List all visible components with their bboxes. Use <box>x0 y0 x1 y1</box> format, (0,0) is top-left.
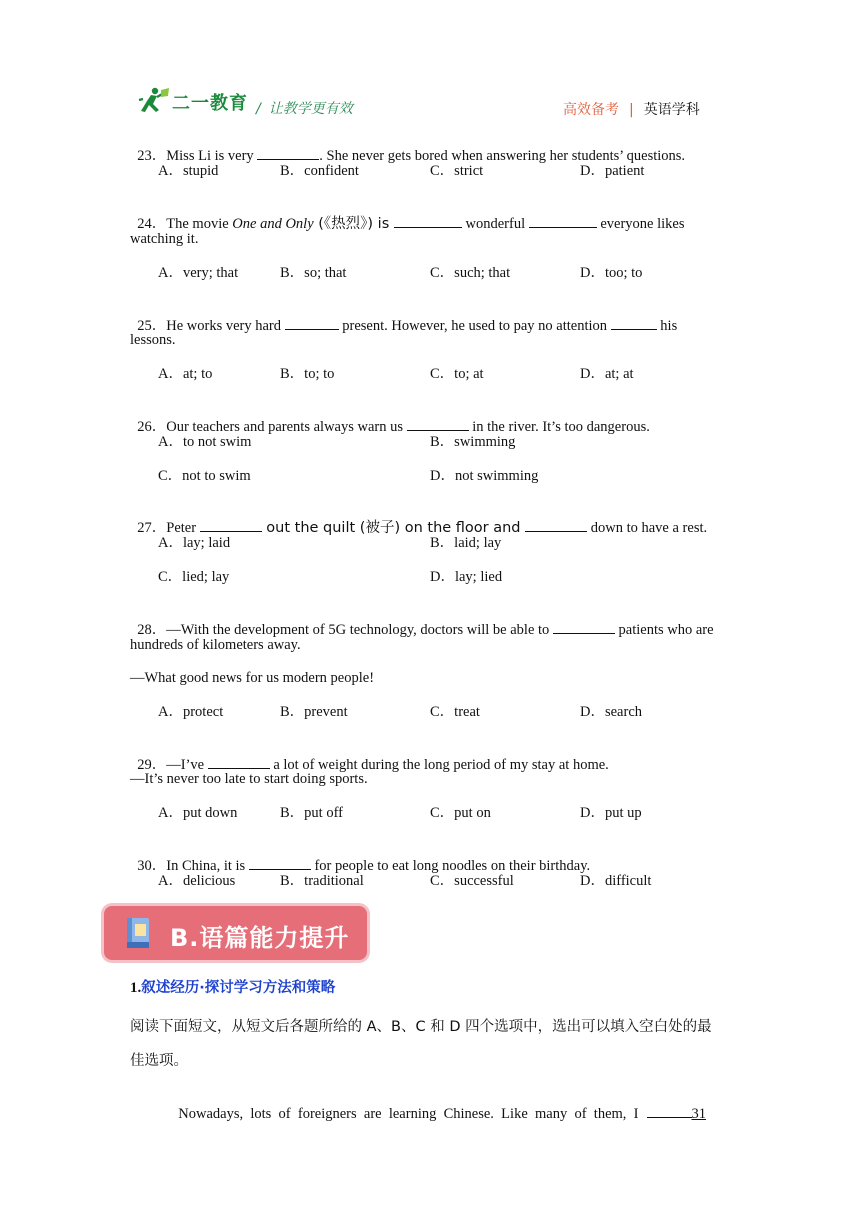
question-23: 23．Miss Li is very . She never gets bored when answering her students’ questions. <box>137 148 686 164</box>
q23-option-a: A．stupid <box>158 163 219 179</box>
q24-line-2: watching it. <box>130 231 199 247</box>
header-subject: 高效备考 | 英语学科 <box>563 102 700 118</box>
q26-option-c: C．not to swim <box>158 468 251 484</box>
slogan: / 让教学更有效 <box>256 101 353 117</box>
q29-option-b: B．put off <box>280 805 343 821</box>
q26-option-d: D．not swimming <box>430 468 539 484</box>
q23-option-c: C．strict <box>430 163 484 179</box>
q30-option-a: A．delicious <box>158 873 236 889</box>
blank-number: 31 <box>691 1106 706 1122</box>
section-title-text: 叙述经历·探讨学习方法和策略 <box>141 980 336 996</box>
section-title-number: 1. <box>130 980 142 996</box>
question-27: 27．Peter out the quilt (被子) on the floor and down to have a rest. <box>137 520 708 536</box>
q28-option-c: C．treat <box>430 704 480 720</box>
question-25: 25．He works very hard present. However, he used to pay no attention his <box>137 318 678 334</box>
q29-option-d: D．put up <box>580 805 642 821</box>
q27-option-b: B．laid; lay <box>430 535 502 551</box>
brand-name: 二一教育 <box>172 93 248 114</box>
section-title <box>130 976 335 997</box>
passage-start: Nowadays, lots of foreigners are learning Chinese. Like many of them, I 31 <box>178 1106 706 1122</box>
instruction-line-1: 阅读下面短文，从短文后各题所给的 A、B、C 和 D 四个选项中，选出可以填入空白处的最 <box>130 1019 712 1035</box>
page-header <box>0 0 860 124</box>
question-24: 24．The movie One and Only (《热烈》) is wonderful everyone likes <box>137 216 685 232</box>
q26-option-b: B．swimming <box>430 434 516 450</box>
q30-option-b: B．traditional <box>280 873 364 889</box>
q29-option-a: A．put down <box>158 805 238 821</box>
q28-line-3: —What good news for us modern people! <box>130 670 375 686</box>
q24-option-a: A．very; that <box>158 265 239 281</box>
q28-line-2: hundreds of kilometers away. <box>130 637 301 653</box>
q25-option-a: A．at; to <box>158 366 213 382</box>
slogan-text: 让教学更有效 <box>268 101 353 117</box>
q24-option-d: D．too; to <box>580 265 643 281</box>
q24-option-c: C．such; that <box>430 265 511 281</box>
book-icon <box>124 916 152 950</box>
section-banner <box>104 906 367 960</box>
q29-option-c: C．put on <box>430 805 491 821</box>
q27-option-a: A．lay; laid <box>158 535 231 551</box>
q24-option-b: B．so; that <box>280 265 347 281</box>
question-29: 29．—I’ve a lot of weight during the long period of my stay at home. <box>137 757 609 773</box>
q30-option-d: D．difficult <box>580 873 652 889</box>
q23-option-d: D．patient <box>580 163 645 179</box>
question-26: 26．Our teachers and parents always warn us in the river. It’s too dangerous. <box>137 419 650 435</box>
question-30: 30．In China, it is for people to eat long noodles on their birthday. <box>137 858 591 874</box>
header-label-subject: 英语学科 <box>643 102 700 118</box>
q25-option-b: B．to; to <box>280 366 335 382</box>
banner-title: B.语篇能力提升 <box>170 924 350 952</box>
q25-option-c: C．to; at <box>430 366 484 382</box>
q28-option-a: A．protect <box>158 704 224 720</box>
q29-line-2: —It’s never too late to start doing sports. <box>130 771 368 787</box>
q26-option-a: A．to not swim <box>158 434 252 450</box>
q25-option-d: D．at; at <box>580 366 634 382</box>
q28-option-b: B．prevent <box>280 704 348 720</box>
q27-option-d: D．lay; lied <box>430 569 503 585</box>
instruction-line-2: 佳选项。 <box>130 1053 188 1069</box>
q23-option-b: B．confident <box>280 163 359 179</box>
q30-option-c: C．successful <box>430 873 514 889</box>
q28-option-d: D．search <box>580 704 643 720</box>
q27-option-c: C．lied; lay <box>158 569 230 585</box>
question-28: 28．—With the development of 5G technology, doctors will be able to patients who are <box>137 622 714 638</box>
q25-line-2: lessons. <box>130 332 176 348</box>
header-label-prep: 高效备考 <box>563 102 619 118</box>
